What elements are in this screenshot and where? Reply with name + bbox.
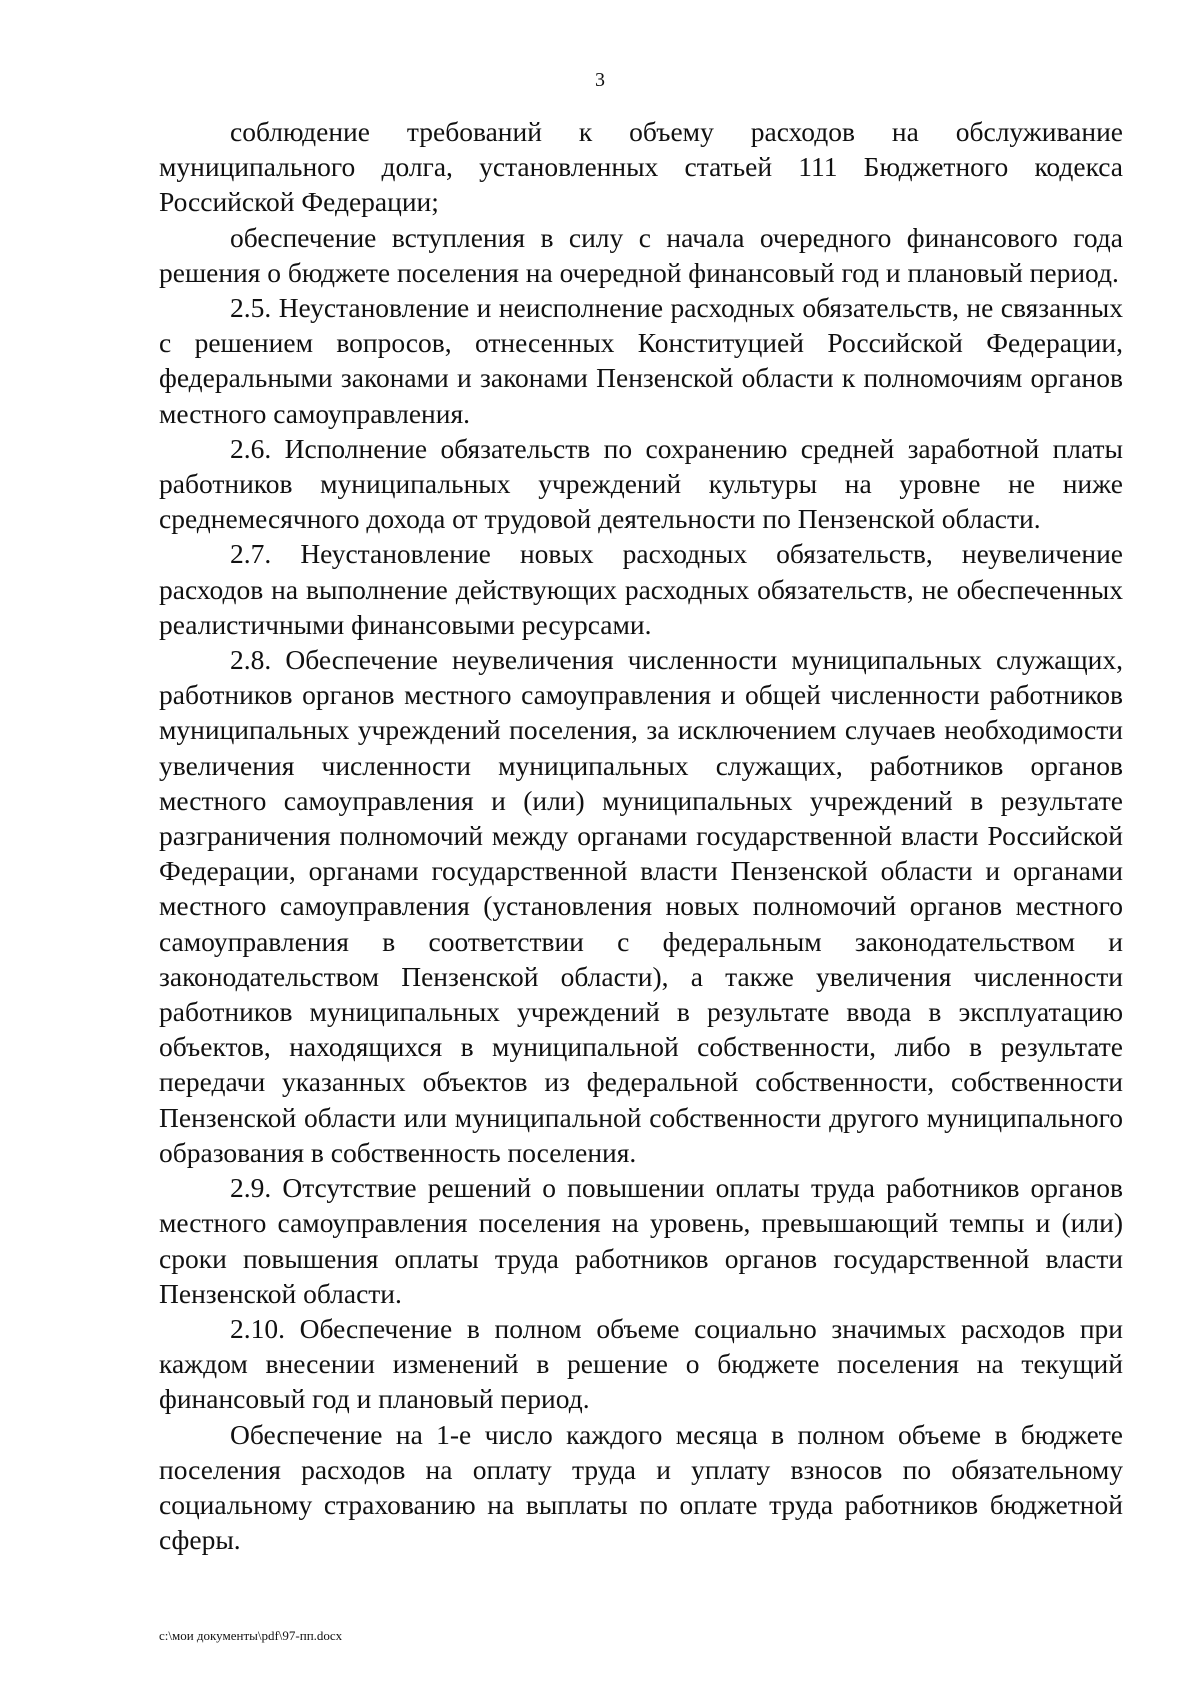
paragraph-2-9: 2.9. Отсутствие решений о повышении оплаты труда работников органов местного самоуправления поселения на уровень, превышающий темпы и (или) сроки повышения оплаты труда работников органов государственной власти Пензенской области. <box>159 1172 1123 1309</box>
paragraph-budget-enactment: обеспечение вступления в силу с начала очередного финансового года решения о бюджете поселения на очередной финансовый год и плановый период. <box>159 221 1123 288</box>
document-body <box>159 114 1123 1557</box>
footer-file-path: c:\мои документы\pdf\97-пп.docx <box>159 1628 343 1643</box>
paragraph-2-6: 2.6. Исполнение обязательств по сохранению средней заработной платы работников муниципальных учреждений культуры на уровне не ниже среднемесячного дохода от трудовой деятельности по Пензенской области. <box>159 432 1123 535</box>
paragraph-2-8: 2.8. Обеспечение неувеличения численности муниципальных служащих, работников органов местного самоуправления и общей численности работников муниципальных учреждений поселения, за исключением случаев необходимости увеличения численности муниципальных служащих, работников органов местного самоуправления и (или) муниципальных учреждений в результате разграничения полномочий между органами государственной власти Российской Федерации, органами государственной власти Пензенской области и органами местного самоуправления (установления новых полномочий органов местного самоуправления в соответствии с федеральным законодательством и законодательством Пензенской области), а также увеличения численности работников муниципальных учреждений в результате ввода в эксплуатацию объектов, находящихся в муниципальной собственности, либо в результате передачи указанных объектов из федеральной собственности, собственности Пензенской области или муниципальной собственности другого муниципального образования в собственность поселения. <box>159 644 1123 1168</box>
paragraph-2-5: 2.5. Неустановление и неисполнение расходных обязательств, не связанных с решением вопросов, отнесенных Конституцией Российской Федерации, федеральными законами и законами Пензенской области к полномочиям органов местного самоуправления. <box>159 292 1123 429</box>
paragraph-debt-service: соблюдение требований к объему расходов на обслуживание муниципального долга, установленных статьей 111 Бюджетного кодекса Российской Федерации; <box>159 116 1123 218</box>
paragraph-monthly-payroll: Обеспечение на 1-е число каждого месяца в полном объеме в бюджете поселения расходов на оплату труда и уплату взносов по обязательному социальному страхованию на выплаты по оплате труда работников бюджетной сферы. <box>159 1418 1123 1556</box>
page-number: 3 <box>595 69 605 91</box>
paragraph-2-7: 2.7. Неустановление новых расходных обязательств, неувеличение расходов на выполнение действующих расходных обязательств, не обеспеченных реалистичными финансовыми ресурсами. <box>159 538 1123 640</box>
paragraph-2-10: 2.10. Обеспечение в полном объеме социально значимых расходов при каждом внесении изменений в решение о бюджете поселения на текущий финансовый год и плановый период. <box>159 1312 1123 1415</box>
